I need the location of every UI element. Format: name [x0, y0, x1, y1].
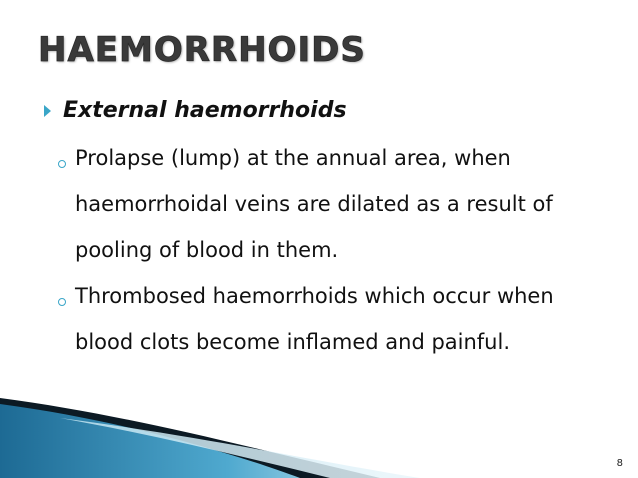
bullet-external-haemorrhoids: [44, 98, 347, 123]
subpoint-prolapse: [58, 146, 595, 273]
subpoint-text: Thrombosed haemorrhoids which occur when blood clots become inflamed and painful.: [75, 284, 554, 354]
bullet-label: External haemorrhoids: [63, 98, 347, 123]
slide-title: HAEMORRHOIDS: [38, 30, 366, 70]
circle-bullet-icon: [58, 160, 66, 168]
triangle-bullet-icon: [44, 105, 51, 117]
page-number: 8: [616, 458, 623, 469]
subpoint-thrombosed: [58, 284, 595, 365]
circle-bullet-icon: [58, 298, 66, 306]
subpoint-text: Prolapse (lump) at the annual area, when haemorrhoidal veins are dilated as a result of pooling of blood in them.: [75, 146, 553, 262]
